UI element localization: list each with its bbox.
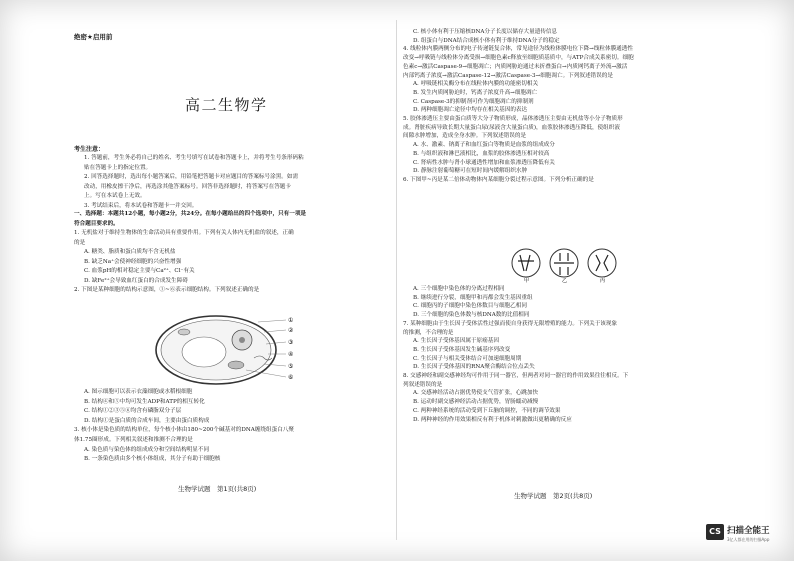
notice-item: 贴在答题卡上的指定位置。 <box>84 164 152 171</box>
figure-label: ④ <box>288 351 294 358</box>
option: D. 组蛋白与DNA结合成核小体有利于维持DNA分子的稳定 <box>413 37 560 44</box>
option: D. 三个细胞的染色体数与核DNA数的比值相同 <box>413 312 530 319</box>
question-6: 6. 下图甲~丙是某二倍体动物体内某细胞分裂过程示意图。下列分析正确的是 <box>403 176 594 183</box>
cell-label: 甲 <box>524 278 530 283</box>
option: D. 生长因子受体基因的RNA聚合酶结合位点丢失 <box>413 364 535 371</box>
question-line: 的推测，不合理的是 <box>403 329 454 336</box>
figure-label: ① <box>288 317 294 324</box>
option: A. 图示细胞可以表示衣藻细胞或水稻根细胞 <box>84 389 193 395</box>
option: D. 两种细胞凋亡途径中均存在相关基因的表达 <box>413 107 528 114</box>
option: D. 两种神经的作用效果相反有利于机体对刺激做出更精确的反应 <box>413 416 572 423</box>
cell-label: 丙 <box>600 278 606 283</box>
option: C. 核小体有利于压缩核DNA分子长度以储存大量遗传信息 <box>413 29 558 35</box>
question-line: 的是 <box>74 239 86 246</box>
section-heading-cont: 符合题目要求的。 <box>74 220 119 227</box>
chromosomes-yi <box>554 253 574 275</box>
right-lower <box>403 285 741 424</box>
option: C. 血浆pH的相对稳定主要与Ca²⁺、Cl⁻有关 <box>84 268 195 274</box>
right-page-footer: 生物学试题 第2页(共8页) <box>514 492 593 500</box>
question-line: 色素c→激活Caspase-9→细胞凋亡；内质网胁迫通过未折叠蛋白→内质网钙离子外流→激活 <box>403 63 628 70</box>
option: A. 染色质与染色体的组成成分和空间结构明显不同 <box>84 446 210 453</box>
question-7: 7. 某种细胞由于生长因子受体活性过强而使自身获得无限增殖的能力。下列关于该现象 <box>403 320 618 327</box>
question-line: 内部钙离子浓度→激活Caspase-12→激活Caspase-3→细胞凋亡。下列叙述错误的是 <box>403 72 613 79</box>
question-1: 1. 无机盐对于维持生物体的生命活动具有重要作用。下列有关人体内无机盐的叙述，正确 <box>74 230 294 236</box>
notice-item: 改动，用橡皮擦干净后，再选涂其他答案标号。回答非选择题时，将答案写在答题卡 <box>84 183 291 190</box>
option: C. 细胞丙的子细胞中染色体数目与细胞乙相同 <box>413 303 527 310</box>
section-heading: 一、选择题：本题共12小题，每小题2分，共24分。在每小题给出的四个选项中，只有一项是 <box>74 211 307 217</box>
nucleolus <box>239 337 245 343</box>
notice-item: 3. 考试结束后，将本试卷和答题卡一并交回。 <box>84 202 198 209</box>
option: A. 交感神经活动占据优势使支气管扩张，心跳加快 <box>413 390 539 397</box>
question-line: 间隙水肿增加，造成全身水肿。下列叙述错误的是 <box>403 133 527 140</box>
figure-label: ⑤ <box>288 363 294 370</box>
cell-bing <box>588 249 616 277</box>
cell-structure-figure <box>154 310 304 388</box>
camscanner-name: 扫描全能王 <box>727 526 770 536</box>
chloroplast <box>228 361 244 369</box>
option: B. 生长因子受体基因发生碱基序列改变 <box>413 346 511 353</box>
option: C. 肾病性水肿与肾小球通透性增加和血浆渗透压降低有关 <box>413 159 555 166</box>
cell-jia <box>512 249 540 277</box>
option: B. 与组织液和淋巴液相比，血浆的胶体渗透压相对较高 <box>413 150 550 157</box>
option: B. 继续进行分裂，细胞甲和丙都会发生基因重组 <box>413 294 533 301</box>
question-5: 5. 胶体渗透压主要由蛋白质等大分子物质形成，晶体渗透压主要由无机盐等小分子物质形 <box>403 116 623 123</box>
option: A. 呼吸链相关酶分布在线粒体内膜的功能密切相关 <box>413 81 539 88</box>
option: B. 一条染色质由多个核小体组成，其分子有助于细胞核 <box>84 456 221 463</box>
notice-item: 上。写在本试卷上无效。 <box>84 193 146 199</box>
option: D. 结构①是蛋白质的合成车间，主要由蛋白质构成 <box>84 417 210 424</box>
option: A. 糖类、脂质和蛋白质均不含无机盐 <box>84 249 176 255</box>
question-2: 2. 下图是某种细胞的结构示意图，①~⑥表示细胞结构。下列叙述正确的是 <box>74 287 260 293</box>
option: B. 结构④和⑤中均可发生ADP和ATP的相互转化 <box>84 398 205 405</box>
figure-label: ⑥ <box>288 374 294 381</box>
right-questions <box>403 28 741 185</box>
mitochondrion <box>178 329 190 335</box>
exam-title: 高二生物学 <box>185 96 268 114</box>
camscanner-tagline: 3亿人都在用的扫描App <box>727 537 770 542</box>
chromosomes-jia <box>518 255 534 271</box>
left-questions <box>74 210 394 296</box>
option: C. 两种神经系统的活动受到下丘脑的调控，不同的调节效果 <box>413 407 561 414</box>
question-4: 4. 线粒体内膜两侧分布的电子传递链复合体，常见途径为线粒体膜电位下降→线粒体膜通透性 <box>403 46 633 53</box>
option: B. 缺乏Na⁺会使神经细胞的兴奋性增强 <box>84 258 182 265</box>
question-8: 8. 交感神经和副交感神经均可作用于同一器官，但两者对同一器官的作用效果往往相反。下 <box>403 373 629 380</box>
camscanner-logo-icon: CS <box>706 524 724 540</box>
notice-title: 考生注意： <box>74 146 105 153</box>
option: A. 三个细胞中染色体的分离过程相同 <box>413 286 505 292</box>
option: B. 运动时副交感神经活动占据优势，胃肠蠕动减慢 <box>413 399 539 406</box>
page-divider <box>396 20 397 540</box>
chromosomes-bing <box>596 255 608 271</box>
notice-item: 2. 回答选择题时，选出每小题答案后，用铅笔把答题卡对应题目的答案标号涂黑。如需 <box>84 174 299 180</box>
option: C. 生长因子与相关受体结合可加速细胞周期 <box>413 355 522 362</box>
cell-label: 乙 <box>562 278 568 283</box>
option: D. 缺Fe²⁺会导致血红蛋白的合成发生障碍 <box>84 277 188 284</box>
question-line: 列叙述错误的是 <box>403 381 443 388</box>
figure-label: ② <box>288 327 294 334</box>
notice-item: 1. 答题前，考生务必将自己的姓名、考生号填写在试卷和答题卡上，并将考生号条形码粘 <box>84 155 304 161</box>
option: A. 生长因子受体基因属于原癌基因 <box>413 338 499 345</box>
option: B. 发生内质网胁迫时，钙离子浓度升高→细胞凋亡 <box>413 89 538 96</box>
question-line: 体1.75圈形成。下列相关叙述和推测不合理的是 <box>74 436 193 443</box>
left-page-footer: 生物学试题 第1页(共8页) <box>178 485 257 493</box>
vacuole <box>182 337 226 367</box>
option: C. 结构①②③⑤⑥均含有磷脂双分子层 <box>84 408 182 415</box>
notice-list <box>74 154 394 211</box>
question-line: 改变→呼吸链与线粒体分离受损→细胞色素c释放至细胞质基质中，与ATP合成关系密切。细胞 <box>403 55 634 62</box>
option: D. 静脉注射葡萄糖可在短时间内缓解组织水肿 <box>413 168 528 175</box>
confidential-label: 绝密★启用前 <box>74 33 113 41</box>
option: A. 水、激素、钠离子和血红蛋白等物质是血浆的组成成分 <box>413 142 555 149</box>
left-lower <box>74 388 394 465</box>
question-line: 成。肾脏疾病导致长期大量蛋白尿(尿液含大量蛋白质)，血浆胶体渗透压降低，使组织液 <box>403 124 620 131</box>
option: C. Caspase-3的抑制剂可作为细胞凋亡的抑制剂 <box>413 98 534 105</box>
figure-label: ③ <box>288 339 294 346</box>
question-3: 3. 核小体是染色质的结构单位，每个核小体由180~200个碱基对的DNA缠绕组蛋白八聚 <box>74 427 294 434</box>
cell-division-figure <box>510 243 620 283</box>
